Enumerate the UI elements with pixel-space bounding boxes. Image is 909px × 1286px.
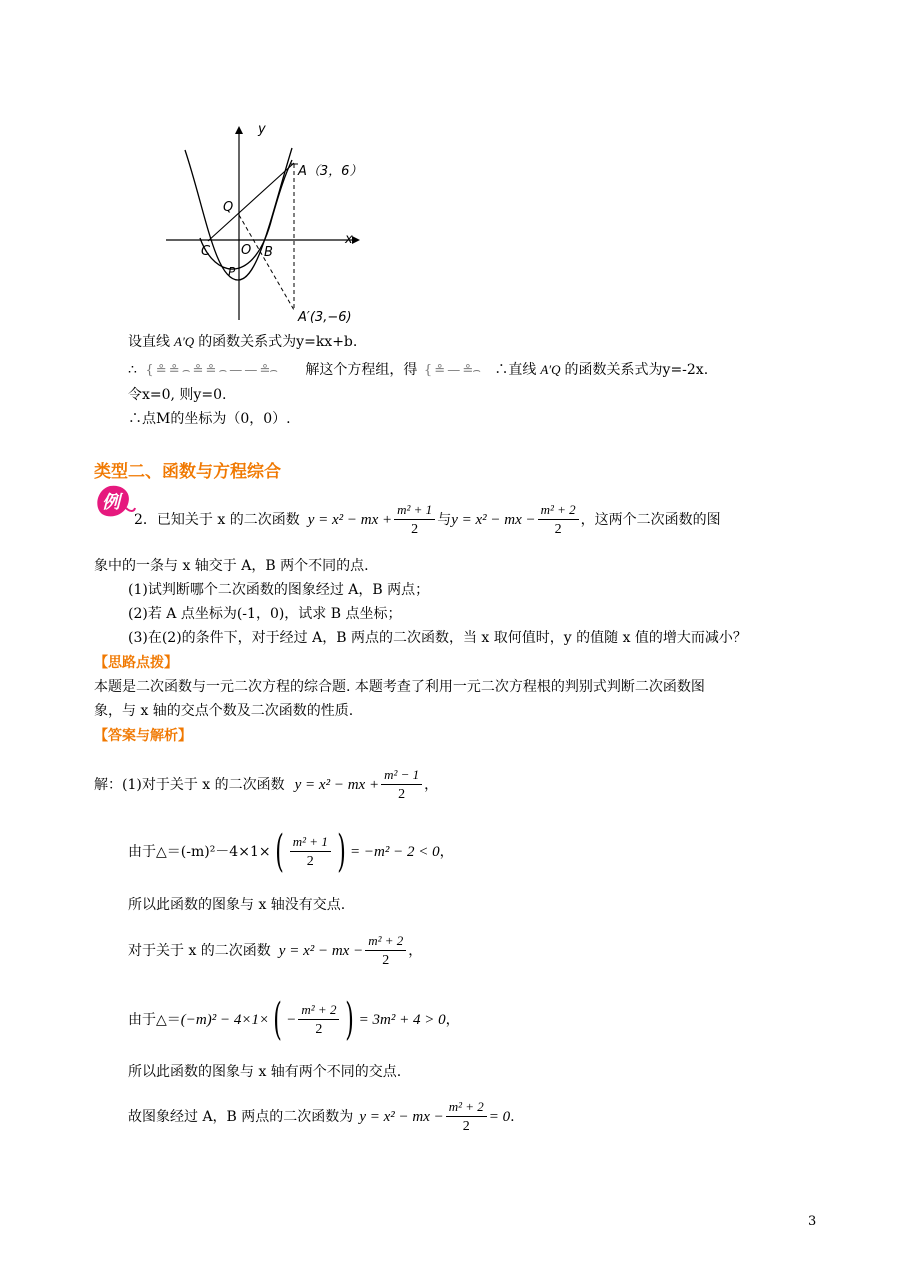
problem-question-2: (2)若 A 点坐标为(-1，0)，试求 B 点坐标；: [128, 606, 402, 622]
problem-question-3: (3)在(2)的条件下，对于经过 A，B 两点的二次函数，当 x 取何值时，y 的值随 x 值的增大而减小？: [128, 630, 747, 646]
graph-label-x: x: [345, 232, 353, 247]
conclusion-1: 所以此函数的图象与 x 轴没有交点.: [128, 897, 346, 913]
graph-label-A: A（3，6）: [298, 164, 363, 179]
answer-step-2: 对于关于 x 的二次函数 y = x² − mx − $\frac{\text{m² + 2}}{2}$ ，: [128, 932, 423, 968]
graph-label-B: B: [264, 245, 273, 260]
answer-tag: 【答案与解析】: [94, 728, 192, 744]
parabola-graph: [160, 120, 380, 332]
discriminant-2: 由于△＝ (−m)² − 4×1× ( − $\frac{\text{m² + 2}}{2}$ ) = 3m² + 4 > 0 ，: [128, 994, 460, 1045]
page-number: 3: [808, 1214, 817, 1229]
solution-line-4: ∴点M的坐标为（0，0）.: [128, 411, 291, 427]
graph-label-P: P: [228, 265, 236, 279]
graph-label-A-prime: A′(3,−6): [298, 310, 352, 325]
hint-line-2: 象，与 x 轴的交点个数及二次函数的性质.: [94, 703, 354, 719]
graph-label-O: O: [241, 243, 252, 258]
hint-line-1: 本题是二次函数与一元二次方程的综合题. 本题考查了利用一元二次方程根的判别式判断二次函数图: [94, 679, 705, 695]
discriminant-1: 由于△＝(-m)²－4×1× ( $\frac{\text{m² + 1}}{2}$ ) = −m² − 2 < 0 ，: [128, 826, 454, 877]
solution-line-1: 设直线 A′Q 的函数关系式为y=kx+b.: [128, 334, 358, 350]
answer-step-1: 解：(1)对于关于 x 的二次函数 y = x² − mx + $\frac{\text{m² − 1}}{2}$ ，: [94, 766, 439, 802]
example-badge-label: 例: [102, 492, 120, 513]
graph-label-y: y: [258, 122, 266, 137]
final-answer: 故图象经过 A，B 两点的二次函数为 y = x² − mx − $\frac{\text{m² + 2}}{2}$ = 0 .: [128, 1098, 515, 1134]
problem-line-1: 2．已知关于 x 的二次函数 y = x² − mx + $\frac{\text{m² + 1}}{2}$ 与 y = x² − mx − $\frac{\text{m² + 2}}{2}$ ，这两个二次函数的图: [134, 501, 721, 537]
section-title: 类型二、函数与方程综合: [94, 462, 281, 482]
hint-tag: 【思路点拨】: [94, 655, 178, 671]
equation-system-solution: { ≗ — ≗⌢: [423, 363, 480, 378]
problem-line-2: 象中的一条与 x 轴交于 A，B 两个不同的点.: [94, 558, 369, 574]
conclusion-2: 所以此函数的图象与 x 轴有两个不同的交点.: [128, 1064, 402, 1080]
example-badge-icon: [92, 484, 136, 520]
graph-label-C: C: [201, 244, 211, 259]
problem-question-1: (1)试判断哪个二次函数的图象经过 A，B 两点；: [128, 582, 430, 598]
solution-line-2: ∴ { ≗ ≗ ⌢ ≗ ≗ ⌢ — — ≗⌢ 解这个方程组，得 { ≗ — ≗⌢ ∴直线 A′Q 的函数关系式为y=-2x.: [128, 360, 708, 381]
equation-system-left: { ≗ ≗ ⌢ ≗ ≗ ⌢ — — ≗⌢: [145, 363, 277, 378]
solution-line-3: 令x=0, 则y=0.: [128, 387, 227, 403]
graph-label-Q: Q: [223, 200, 234, 215]
